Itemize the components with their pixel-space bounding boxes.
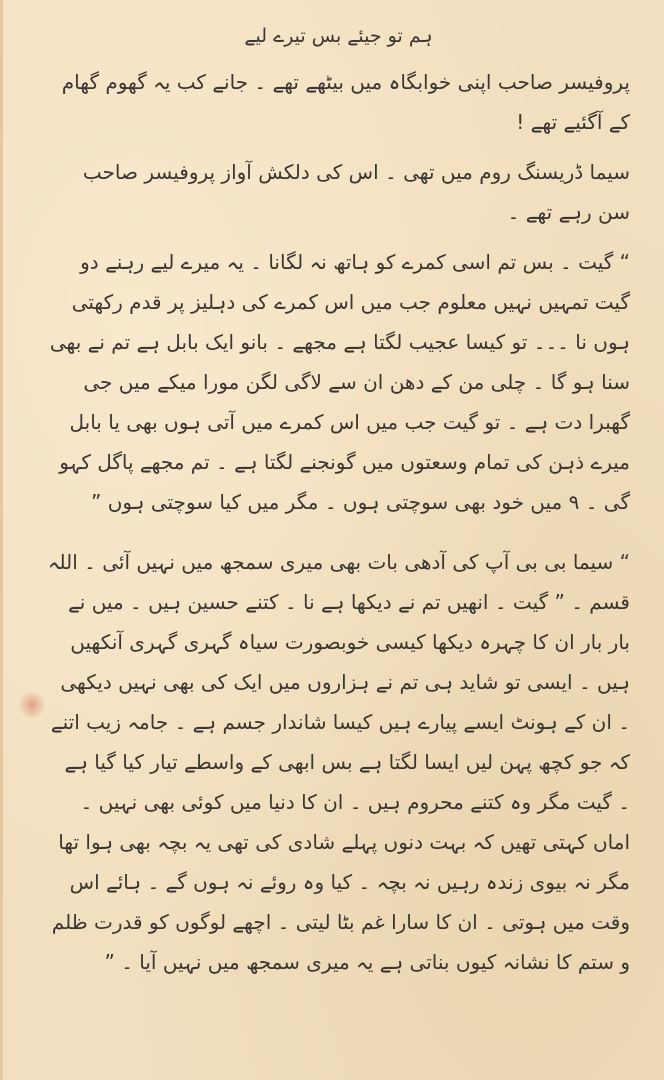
paragraph-1: پروفیسر صاحب اپنی خوابگاہ میں بیٹھے تھے ۔ جانے کب یہ گھوم گھام کے آگئیے تھے !	[61, 70, 630, 134]
page-stain	[17, 692, 47, 718]
paragraph-2: سیما ڈریسنگ روم میں تھی ۔ اس کی دلکش آواز پروفیسر صاحب سن رہے تھے ۔	[82, 160, 630, 224]
paragraph-3: “ گیت ۔ بس تم اسی کمرے کو ہاتھ نہ لگانا ۔ یہ میرے لیے رہنے دو گیت تمہیں نہیں معلوم جب میں اس کمرے کی دہلیز پر قدم رکھتی ہوں نا ۔۔۔ تو کیسا عجیب لگتا ہے مجھے ۔ بانو ایک بابل ہے تم نے بھی سنا ہو گا ۔ چلی من کے دھن ان سے لاگی لگن مورا میکے میں جی گھبرا دت ہے ۔ تو گیت جب میں اس کمرے میں آتی ہوں بھی یا بابل میرے ذہن کی تمام وسعتوں میں گونجنے لگتا ہے ۔ تم مجھے پاگل کہو گی ۔ ۹ میں خود بھی سوچتی ہوں ۔ مگر میں کیا سوچتی ہوں ”	[49, 250, 630, 514]
paragraph-4: “ سیما بی بی آپ کی آدھی بات بھی میری سمجھ میں نہیں آئی ۔ اللہ قسم ۔ ” گیت ۔ انھیں تم نے دیکھا ہے نا ۔ کتنے حسین ہیں ۔ میں نے بار بار ان کا چہرہ دیکھا کیسی خوبصورت سیاہ گہری گہری آنکھیں ہیں ۔ ایسی تو شاید ہی تم نے ہزاروں میں ایک کی بھی نہیں دیکھی ۔ ان کے ہونٹ ایسے پیارے ہیں کیسا شاندار جسم ہے ۔ جامہ زیب اتنے کہ جو کچھ پہن لیں ایسا لگتا ہے بس ابھی کے واسطے تیار کیا گیا ہے ۔ گیت مگر وہ کتنے محروم ہیں ۔ ان کا دنیا میں کوئی بھی نہیں ۔ اماں کہتی تھیں کہ بہت دنوں پہلے شادی کی تھی یہ بچہ بھی ہوا تھا مگر نہ بیوی زندہ رہیں نہ بچہ ۔ کیا وہ روئے نہ ہوں گے ۔ ہائے اس وقت میں ہوتی ۔ ان کا سارا غم بٹا لیتی ۔ اچھے لوگوں کو قدرت ظلم و ستم کا نشانہ کیوں بناتی ہے یہ میری سمجھ میں نہیں آیا ۔ ”	[47, 550, 630, 974]
manuscript-text	[47, 14, 630, 1072]
chapter-title: ہم تو جیئے بس تیرے لیے	[244, 25, 433, 47]
